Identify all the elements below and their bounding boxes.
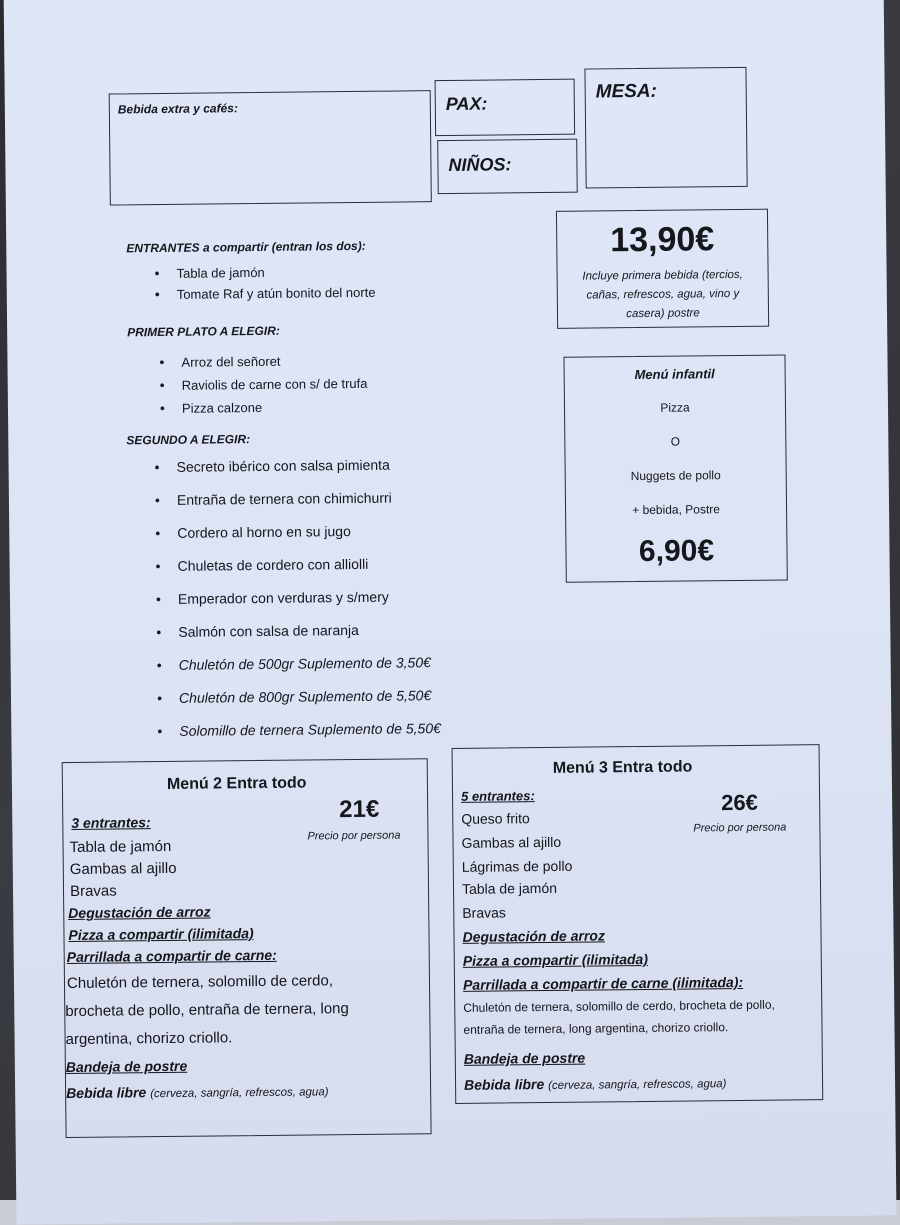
- menu2-pizza: Pizza a compartir (ilimitada): [68, 925, 254, 944]
- primer-plato-title: PRIMER PLATO A ELEGIR:: [127, 323, 280, 340]
- menu3-bebida: Bebida libre: [463, 1076, 545, 1093]
- menu3-parrillada-line: entraña de ternera, long argentina, chorizo criollo.: [463, 1020, 729, 1037]
- list-item: • Secreto ibérico con salsa pimienta: [152, 448, 438, 484]
- primer-plato-list: [157, 349, 367, 420]
- list-item: • Tabla de jamón: [152, 261, 375, 284]
- menu3-bandeja: Bandeja de postre: [463, 1049, 586, 1067]
- menu2-parrillada-line: Chuletón de ternera, solomillo de cerdo,: [66, 972, 334, 993]
- main-price: 13,90€: [610, 220, 715, 260]
- menu3-entrante: Tabla de jamón: [461, 879, 558, 897]
- list-item: • Entraña de ternera con chimichurri: [153, 481, 439, 517]
- menu-infantil-line1: Pizza: [660, 400, 690, 415]
- list-item: • Solomillo de ternera Suplemento de 5,50€: [155, 712, 441, 748]
- menu-infantil-box: [563, 354, 787, 582]
- menu3-bebida-line: [464, 1074, 727, 1093]
- menu2-title: Menú 2 Entra todo: [166, 774, 307, 793]
- menu2-degustacion: Degustación de arroz: [68, 903, 211, 922]
- menu3-entrante: Lágrimas de pollo: [461, 857, 573, 875]
- menu3-entrantes-title: 5 entrantes:: [460, 788, 535, 804]
- menu3-parrillada-line: Chuletón de ternera, solomillo de cerdo, brocheta de pollo,: [463, 997, 775, 1015]
- ninos-label: NIÑOS:: [448, 154, 512, 175]
- menu2-bebida-line: [66, 1082, 329, 1101]
- entrantes-list: [152, 261, 375, 305]
- menu2-entrante: Bravas: [69, 882, 117, 900]
- menu2-entrante: Gambas al ajillo: [69, 859, 177, 878]
- main-price-note: Incluye primera bebida (tercios, cañas, refrescos, agua, vino y casera) postre: [582, 268, 743, 321]
- menu-sheet: [4, 0, 897, 1225]
- list-item: • Cordero al horno en su jugo: [153, 514, 439, 550]
- menu-infantil-line2: O: [670, 434, 681, 449]
- list-item: • Chuletas de cordero con alliolli: [153, 547, 439, 583]
- menu2-entrantes-title: 3 entrantes:: [71, 814, 151, 831]
- menu-infantil-title: Menú infantil: [634, 366, 715, 383]
- mesa-box[interactable]: [584, 67, 747, 189]
- menu-infantil-price: 6,90€: [638, 534, 715, 569]
- menu2-bebida: Bebida libre: [66, 1084, 147, 1102]
- menu2-parrillada-line: argentina, chorizo criollo.: [65, 1029, 233, 1049]
- menu2-price: 21€: [339, 795, 380, 824]
- list-item: • Raviolis de carne con s/ de trufa: [158, 372, 368, 397]
- menu3-title: Menú 3 Entra todo: [552, 758, 693, 777]
- menu3-price: 26€: [721, 789, 758, 816]
- menu2-bandeja: Bandeja de postre: [65, 1057, 188, 1076]
- list-item: • Pizza calzone: [158, 395, 368, 420]
- menu3-entrante: Queso frito: [461, 810, 530, 827]
- menu3-bebida-note: (cerveza, sangría, refrescos, agua): [548, 1078, 727, 1092]
- menu2-box: [62, 758, 432, 1138]
- list-item: • Salmón con salsa de naranja: [154, 613, 440, 649]
- menu2-price-note: Precio por persona: [307, 829, 401, 843]
- mesa-label: MESA:: [595, 80, 658, 103]
- segundo-title: SEGUNDO A ELEGIR:: [126, 432, 251, 448]
- menu3-entrante: Bravas: [462, 904, 506, 921]
- menu3-entrante: Gambas al ajillo: [461, 833, 562, 851]
- ninos-box[interactable]: [437, 139, 578, 194]
- extra-drinks-box[interactable]: [109, 90, 432, 205]
- menu2-parrillada-line: brocheta de pollo, entraña de ternera, long: [65, 1000, 349, 1021]
- menu2-parrillada: Parrillada a compartir de carne:: [66, 946, 277, 966]
- menu3-price-note: Precio por persona: [693, 821, 787, 835]
- menu2-bebida-note: (cerveza, sangría, refrescos, agua): [150, 1086, 329, 1101]
- main-price-box: [556, 209, 769, 329]
- list-item: • Tomate Raf y atún bonito del norte: [153, 282, 376, 305]
- entrantes-title: ENTRANTES a compartir (entran los dos):: [126, 238, 366, 256]
- menu-infantil-line4: + bebida, Postre: [632, 502, 720, 518]
- menu-infantil-line3: Nuggets de pollo: [630, 468, 721, 484]
- list-item: • Emperador con verduras y s/mery: [154, 580, 440, 616]
- pax-label: PAX:: [445, 93, 488, 115]
- menu3-degustacion: Degustación de arroz: [462, 927, 605, 945]
- pax-box[interactable]: [435, 79, 576, 136]
- list-item: • Arroz del señoret: [157, 349, 367, 374]
- menu3-pizza: Pizza a compartir (ilimitada): [462, 950, 649, 969]
- menu3-parrillada: Parrillada a compartir de carne (ilimitada):: [462, 973, 744, 993]
- menu3-box: [452, 744, 824, 1104]
- list-item: • Chuletón de 500gr Suplemento de 3,50€: [154, 646, 440, 682]
- list-item: • Chuletón de 800gr Suplemento de 5,50€: [155, 679, 441, 715]
- segundo-list: [152, 448, 441, 748]
- menu2-entrante: Tabla de jamón: [69, 837, 172, 856]
- extra-drinks-label: Bebida extra y cafés:: [117, 101, 238, 117]
